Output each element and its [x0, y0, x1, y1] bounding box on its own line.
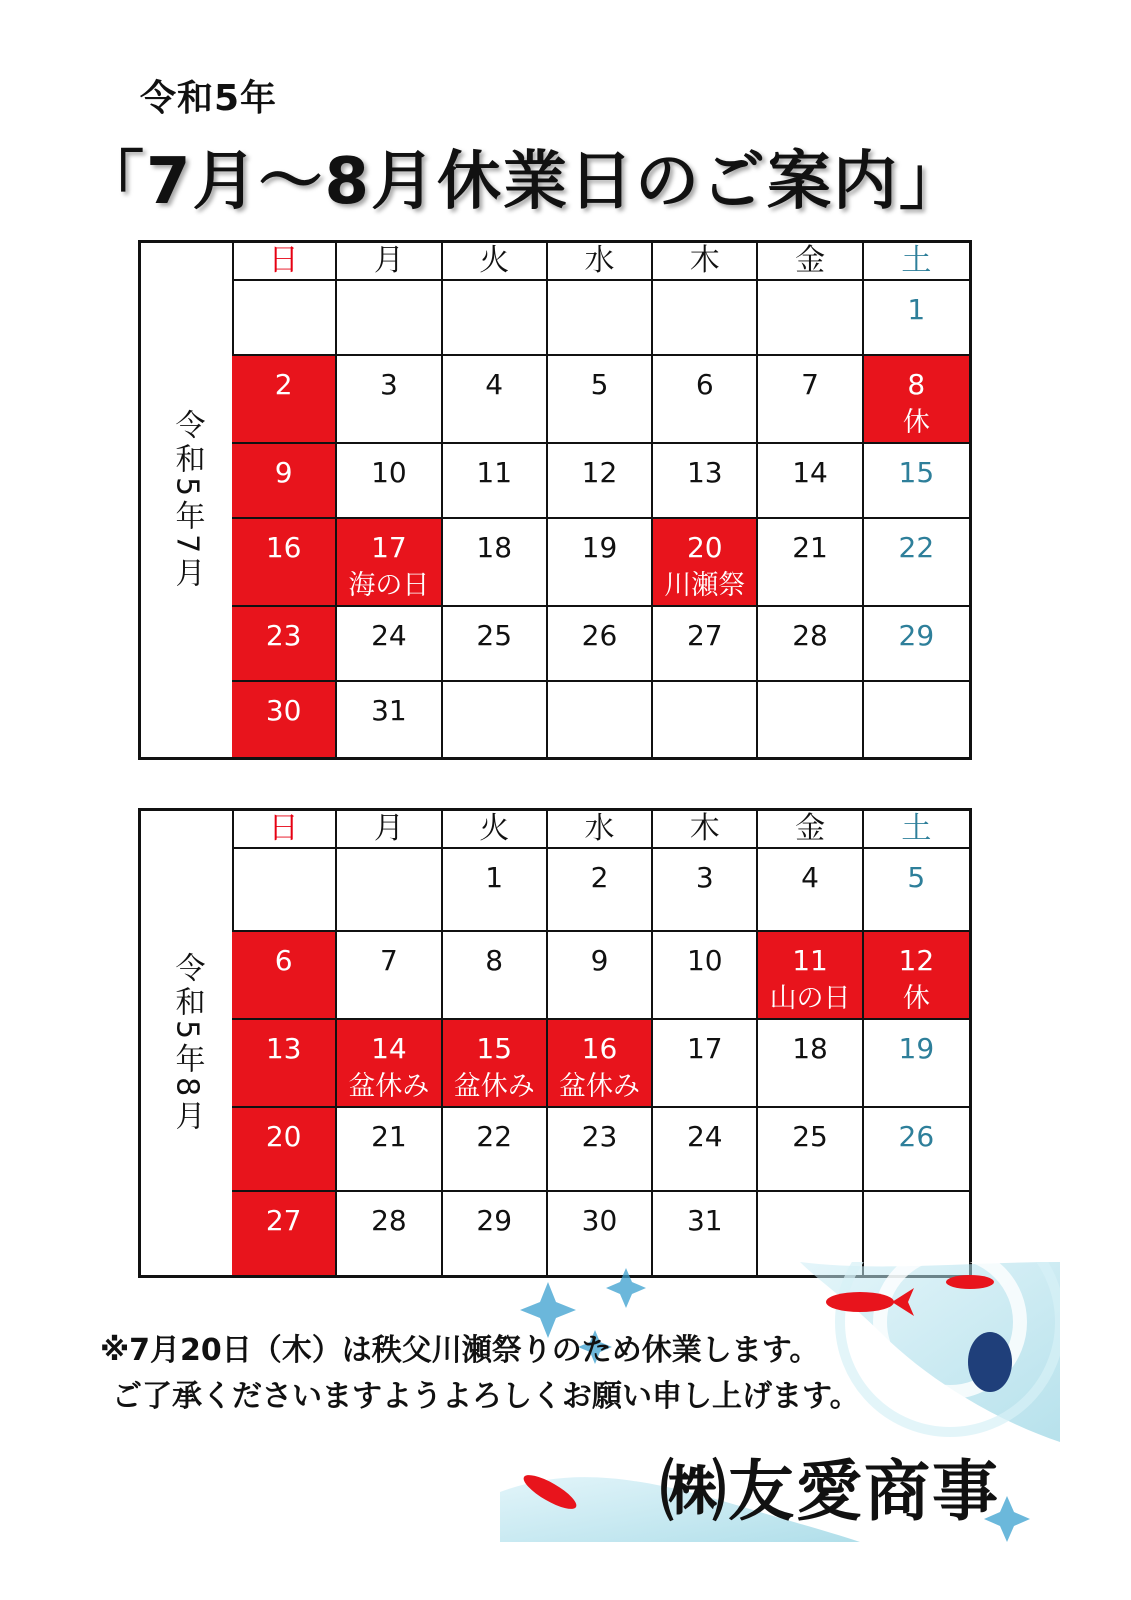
day-number: 10: [371, 456, 407, 489]
day-number: 30: [581, 1203, 618, 1237]
day-cell: [337, 1192, 442, 1275]
holiday-day-cell: [232, 444, 337, 519]
day-number: 27: [265, 1203, 302, 1237]
weekday-header: 金: [758, 811, 863, 849]
day-cell: [337, 444, 442, 519]
day-cell: [443, 932, 548, 1020]
day-cell: [548, 444, 653, 519]
day-cell: [337, 1108, 442, 1191]
day-number: 3: [695, 861, 714, 894]
empty-day-cell: [548, 682, 653, 757]
day-number: 6: [695, 368, 714, 401]
day-cell: [548, 932, 653, 1020]
july-month-label-cell: [141, 243, 234, 757]
page-title: 「7月～8月休業日のご案内」: [80, 145, 966, 219]
day-number: 2: [274, 368, 293, 401]
weekday-header: 火: [443, 811, 548, 849]
day-number: 16: [581, 1032, 618, 1066]
empty-day-cell: [864, 682, 969, 757]
day-number: 20: [686, 531, 723, 564]
day-cell: [337, 682, 442, 757]
day-number: 31: [686, 1203, 723, 1237]
day-cell: [443, 444, 548, 519]
day-cell: [443, 849, 548, 932]
day-number: 2: [590, 861, 609, 894]
july-calendar: [138, 240, 972, 760]
day-number: 26: [581, 619, 618, 652]
weekday-header: 月: [337, 243, 442, 281]
day-number: 21: [792, 531, 828, 564]
holiday-note: 休: [902, 983, 930, 1015]
day-cell: [864, 444, 969, 519]
day-cell: [653, 1020, 758, 1108]
holiday-day-cell: [758, 932, 863, 1020]
day-number: 23: [581, 1120, 618, 1154]
empty-day-cell: [232, 281, 337, 356]
day-number: 8: [907, 368, 926, 401]
day-cell: [653, 607, 758, 682]
holiday-day-cell: [232, 1020, 337, 1108]
day-number: 1: [907, 293, 926, 326]
day-cell: [653, 932, 758, 1020]
day-cell: [864, 281, 969, 356]
day-cell: [443, 519, 548, 607]
weekday-header: 火: [443, 243, 548, 281]
empty-day-cell: [758, 682, 863, 757]
july-month-label: 令和5年7月: [169, 408, 205, 592]
day-number: 24: [686, 1120, 723, 1154]
july-grid: [232, 243, 969, 757]
day-number: 29: [476, 1203, 513, 1237]
day-cell: [337, 607, 442, 682]
empty-day-cell: [232, 849, 337, 932]
day-number: 25: [476, 619, 513, 652]
day-cell: [864, 607, 969, 682]
day-number: 20: [265, 1120, 302, 1154]
day-number: 25: [792, 1120, 828, 1154]
day-number: 21: [371, 1120, 407, 1154]
day-cell: [864, 849, 969, 932]
day-cell: [864, 1020, 969, 1108]
empty-day-cell: [337, 849, 442, 932]
day-number: 13: [265, 1032, 302, 1066]
day-cell: [758, 444, 863, 519]
holiday-day-cell: [232, 682, 337, 757]
weekday-header: 木: [653, 243, 758, 281]
day-cell: [548, 356, 653, 444]
day-cell: [758, 607, 863, 682]
day-cell: [337, 356, 442, 444]
day-cell: [864, 519, 969, 607]
empty-day-cell: [653, 281, 758, 356]
august-month-label-cell: [141, 811, 234, 1275]
day-number: 17: [686, 1032, 723, 1066]
holiday-day-cell: [232, 607, 337, 682]
weekday-header: 木: [653, 811, 758, 849]
company-name: ㈱友愛商事: [660, 1453, 1000, 1530]
empty-day-cell: [443, 281, 548, 356]
weekday-header: 水: [548, 243, 653, 281]
day-number: 23: [265, 619, 302, 652]
day-number: 17: [371, 531, 407, 564]
holiday-note: 休: [902, 407, 930, 438]
day-cell: [548, 849, 653, 932]
day-number: 14: [371, 1032, 407, 1066]
weekday-header: 月: [337, 811, 442, 849]
day-number: 12: [581, 456, 618, 489]
day-number: 31: [371, 694, 407, 727]
weekday-header: 日: [232, 243, 337, 281]
day-cell: [548, 1108, 653, 1191]
holiday-note: 川瀬祭: [664, 570, 746, 601]
era-label: 令和5年: [140, 78, 278, 119]
day-number: 22: [476, 1120, 513, 1154]
day-cell: [443, 607, 548, 682]
day-number: 4: [485, 368, 504, 401]
weekday-header: 水: [548, 811, 653, 849]
day-number: 19: [581, 531, 618, 564]
day-number: 4: [801, 861, 819, 894]
holiday-day-cell: [653, 519, 758, 607]
day-number: 11: [792, 944, 828, 978]
day-number: 14: [792, 456, 828, 489]
holiday-note: 海の日: [348, 570, 430, 601]
empty-day-cell: [443, 682, 548, 757]
weekday-header: 日: [232, 811, 337, 849]
day-cell: [337, 932, 442, 1020]
holiday-note: 盆休み: [558, 1071, 640, 1103]
day-number: 26: [898, 1120, 935, 1154]
weekday-header: 土: [864, 243, 969, 281]
holiday-day-cell: [232, 519, 337, 607]
notice-line-2: ご了承くださいますようよろしくお願い申し上げます。: [112, 1379, 860, 1414]
day-number: 16: [265, 531, 302, 564]
day-number: 18: [476, 531, 513, 564]
day-number: 24: [371, 619, 407, 652]
day-number: 28: [792, 619, 828, 652]
day-number: 11: [476, 456, 513, 489]
day-cell: [653, 444, 758, 519]
day-number: 12: [898, 944, 935, 978]
notice-line-1: ※7月20日（木）は秩父川瀬祭りのため休業します。: [100, 1333, 820, 1368]
day-cell: [758, 1020, 863, 1108]
day-cell: [758, 849, 863, 932]
day-cell: [653, 849, 758, 932]
holiday-day-cell: [232, 1192, 337, 1275]
day-number: 5: [590, 368, 609, 401]
day-cell: [443, 356, 548, 444]
day-number: 7: [801, 368, 819, 401]
day-number: 6: [274, 944, 293, 978]
empty-day-cell: [758, 281, 863, 356]
day-cell: [758, 519, 863, 607]
august-grid: [232, 811, 969, 1275]
day-number: 27: [686, 619, 723, 652]
day-cell: [758, 1108, 863, 1191]
weekday-header: 金: [758, 243, 863, 281]
day-number: 30: [265, 694, 302, 727]
holiday-day-cell: [864, 932, 969, 1020]
day-cell: [758, 356, 863, 444]
day-number: 8: [485, 944, 504, 978]
day-number: 15: [898, 456, 935, 489]
day-number: 9: [274, 456, 293, 489]
day-number: 28: [371, 1203, 407, 1237]
day-cell: [548, 519, 653, 607]
day-number: 10: [686, 944, 723, 978]
holiday-day-cell: [232, 1108, 337, 1191]
empty-day-cell: [337, 281, 442, 356]
day-number: 3: [380, 368, 398, 401]
day-number: 7: [380, 944, 398, 978]
holiday-day-cell: [548, 1020, 653, 1108]
day-number: 19: [898, 1032, 935, 1066]
empty-day-cell: [548, 281, 653, 356]
holiday-note: 盆休み: [453, 1071, 535, 1103]
holiday-day-cell: [337, 1020, 442, 1108]
day-number: 1: [485, 861, 504, 894]
day-cell: [443, 1108, 548, 1191]
holiday-day-cell: [337, 519, 442, 607]
holiday-note: 山の日: [769, 983, 851, 1015]
day-cell: [864, 1108, 969, 1191]
empty-day-cell: [653, 682, 758, 757]
day-cell: [653, 1108, 758, 1191]
day-cell: [653, 356, 758, 444]
holiday-day-cell: [864, 356, 969, 444]
august-calendar: [138, 808, 972, 1278]
holiday-note: 盆休み: [348, 1071, 430, 1103]
notice-text: [100, 1328, 860, 1420]
holiday-day-cell: [443, 1020, 548, 1108]
day-cell: [548, 607, 653, 682]
august-month-label: 令和5年8月: [169, 951, 205, 1135]
holiday-day-cell: [232, 356, 337, 444]
holiday-day-cell: [232, 932, 337, 1020]
day-number: 9: [590, 944, 609, 978]
day-number: 22: [898, 531, 935, 564]
day-number: 15: [476, 1032, 513, 1066]
day-number: 18: [792, 1032, 828, 1066]
day-number: 29: [898, 619, 935, 652]
day-number: 13: [686, 456, 723, 489]
weekday-header: 土: [864, 811, 969, 849]
day-number: 5: [907, 861, 926, 894]
